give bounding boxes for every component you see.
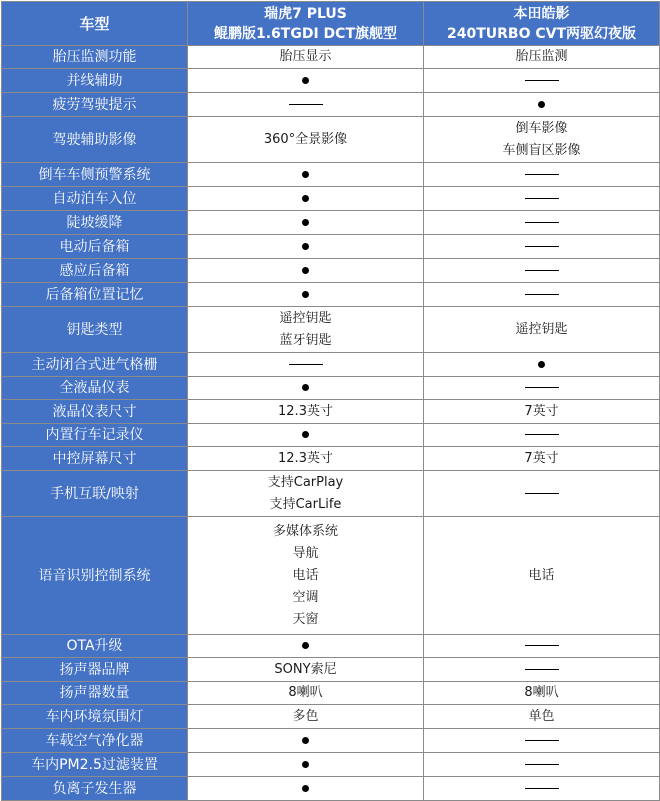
- car1-value-cell: [188, 400, 424, 424]
- car1-value-cell: [188, 46, 424, 69]
- car1-value-cell: [188, 635, 424, 658]
- cell-value: 车侧盲区影像: [502, 142, 581, 158]
- feature-no-dash-icon: [525, 493, 559, 494]
- cell-value: 7英寸: [524, 403, 559, 419]
- car2-value-cell: [424, 307, 660, 353]
- cell-value: 遥控钥匙: [279, 310, 332, 326]
- feature-yes-dot-icon: [302, 431, 309, 438]
- cell-value: 360°全景影像: [263, 131, 348, 147]
- cell-value: 电话: [292, 567, 319, 583]
- feature-no-dash-icon: [289, 364, 323, 365]
- row-label: 语音识别控制系统: [2, 517, 188, 635]
- cell-value: 12.3英寸: [278, 403, 333, 419]
- feature-no-dash-icon: [525, 80, 559, 81]
- feature-no-dash-icon: [525, 434, 559, 435]
- table-row: [2, 471, 660, 517]
- car1-value-cell: [188, 283, 424, 307]
- table-row: [2, 658, 660, 682]
- feature-no-dash-icon: [525, 174, 559, 175]
- cell-value: 8喇叭: [524, 685, 559, 700]
- feature-yes-dot-icon: [302, 761, 309, 768]
- car2-value-cell: [424, 93, 660, 117]
- row-label: 驾驶辅助影像: [2, 117, 188, 163]
- feature-yes-dot-icon: [302, 737, 309, 744]
- row-label: 钥匙类型: [2, 307, 188, 353]
- car1-value-cell: [188, 163, 424, 187]
- car1-value-cell: [188, 211, 424, 235]
- car1-value-cell: [188, 235, 424, 259]
- feature-yes-dot-icon: [538, 101, 545, 108]
- car1-value-cell: [188, 777, 424, 801]
- row-label: 胎压监测功能: [2, 46, 188, 69]
- table-row: [2, 447, 660, 471]
- car2-value-cell: [424, 187, 660, 211]
- model-header-label: 车型: [2, 2, 188, 46]
- table-row: [2, 117, 660, 163]
- row-label: 车内环境氛围灯: [2, 705, 188, 729]
- car2-value-cell: [424, 777, 660, 801]
- feature-no-dash-icon: [525, 788, 559, 789]
- table-row: [2, 235, 660, 259]
- table-body: [2, 2, 660, 801]
- cell-value: 单色: [528, 708, 555, 724]
- row-label: 感应后备箱: [2, 259, 188, 283]
- car2-value-cell: [424, 471, 660, 517]
- table-row: [2, 377, 660, 400]
- car2-value-cell: [424, 235, 660, 259]
- header-row: [2, 2, 660, 46]
- feature-no-dash-icon: [289, 104, 323, 105]
- cell-value: 支持CarPlay: [267, 474, 344, 490]
- feature-yes-dot-icon: [302, 219, 309, 226]
- feature-yes-dot-icon: [302, 384, 309, 391]
- car1-value-cell: [188, 93, 424, 117]
- car1-value-cell: [188, 353, 424, 377]
- car1-value-cell: [188, 705, 424, 729]
- row-label: 主动闭合式进气格栅: [2, 353, 188, 377]
- table-row: [2, 187, 660, 211]
- table-row: [2, 705, 660, 729]
- table-row: [2, 163, 660, 187]
- table-row: [2, 753, 660, 777]
- car1-value-cell: [188, 377, 424, 400]
- table-row: [2, 682, 660, 705]
- car2-value-cell: [424, 682, 660, 705]
- car2-value-cell: [424, 353, 660, 377]
- car2-value-cell: [424, 753, 660, 777]
- table-row: [2, 424, 660, 447]
- feature-no-dash-icon: [525, 270, 559, 271]
- feature-yes-dot-icon: [302, 171, 309, 178]
- car1-name: 瑞虎7 PLUS: [264, 5, 347, 22]
- table-row: [2, 93, 660, 117]
- row-label: 电动后备箱: [2, 235, 188, 259]
- cell-value: 天窗: [292, 611, 319, 627]
- car1-value-cell: [188, 517, 424, 635]
- feature-yes-dot-icon: [302, 77, 309, 84]
- car1-value-cell: [188, 187, 424, 211]
- feature-no-dash-icon: [525, 669, 559, 670]
- row-label: 疲劳驾驶提示: [2, 93, 188, 117]
- feature-yes-dot-icon: [302, 642, 309, 649]
- cell-value: 导航: [292, 545, 319, 561]
- cell-value: 多色: [292, 708, 319, 724]
- feature-no-dash-icon: [525, 198, 559, 199]
- car2-value-cell: [424, 46, 660, 69]
- table-row: [2, 400, 660, 424]
- row-label: 并线辅助: [2, 69, 188, 93]
- car1-trim: 鲲鹏版1.6TGDI DCT旗舰型: [214, 25, 397, 42]
- row-label: 负离子发生器: [2, 777, 188, 801]
- car1-value-cell: [188, 658, 424, 682]
- table-row: [2, 69, 660, 93]
- car2-value-cell: [424, 424, 660, 447]
- row-label: 扬声器数量: [2, 682, 188, 705]
- feature-no-dash-icon: [525, 246, 559, 247]
- cell-value: 倒车影像: [515, 120, 568, 136]
- table-row: [2, 635, 660, 658]
- table-row: [2, 46, 660, 69]
- feature-no-dash-icon: [525, 294, 559, 295]
- car2-name: 本田皓影: [513, 5, 570, 22]
- car2-value-cell: [424, 163, 660, 187]
- car2-value-cell: [424, 705, 660, 729]
- table-row: [2, 353, 660, 377]
- car1-value-cell: [188, 424, 424, 447]
- car2-value-cell: [424, 377, 660, 400]
- car2-value-cell: [424, 635, 660, 658]
- cell-value: 多媒体系统: [272, 523, 338, 539]
- car2-value-cell: [424, 211, 660, 235]
- car1-value-cell: [188, 447, 424, 471]
- table-row: [2, 283, 660, 307]
- row-label: 液晶仪表尺寸: [2, 400, 188, 424]
- car2-value-cell: [424, 447, 660, 471]
- feature-yes-dot-icon: [302, 291, 309, 298]
- feature-no-dash-icon: [525, 387, 559, 388]
- row-label: OTA升级: [2, 635, 188, 658]
- car1-value-cell: [188, 69, 424, 93]
- table-row: [2, 259, 660, 283]
- row-label: 中控屏幕尺寸: [2, 447, 188, 471]
- table-row: [2, 307, 660, 353]
- row-label: 自动泊车入位: [2, 187, 188, 211]
- table-row: [2, 777, 660, 801]
- feature-yes-dot-icon: [302, 267, 309, 274]
- car2-value-cell: [424, 729, 660, 753]
- car2-value-cell: [424, 400, 660, 424]
- row-label: 车载空气净化器: [2, 729, 188, 753]
- feature-yes-dot-icon: [302, 785, 309, 792]
- feature-no-dash-icon: [525, 645, 559, 646]
- row-label: 车内PM2.5过滤装置: [2, 753, 188, 777]
- row-label: 全液晶仪表: [2, 377, 188, 400]
- car2-header: [424, 2, 660, 46]
- cell-value: 遥控钥匙: [515, 321, 568, 337]
- row-label: 手机互联/映射: [2, 471, 188, 517]
- car1-header: [188, 2, 424, 46]
- cell-value: 12.3英寸: [278, 450, 333, 466]
- cell-value: 胎压监测: [515, 49, 568, 64]
- comparison-table: [1, 1, 660, 801]
- feature-yes-dot-icon: [302, 195, 309, 202]
- car1-value-cell: [188, 471, 424, 517]
- row-label: 扬声器品牌: [2, 658, 188, 682]
- car1-value-cell: [188, 729, 424, 753]
- car1-value-cell: [188, 117, 424, 163]
- cell-value: 胎压显示: [279, 49, 332, 64]
- car1-value-cell: [188, 753, 424, 777]
- cell-value: 蓝牙钥匙: [279, 332, 332, 348]
- car2-value-cell: [424, 259, 660, 283]
- car2-value-cell: [424, 283, 660, 307]
- feature-no-dash-icon: [525, 740, 559, 741]
- cell-value: 电话: [528, 567, 555, 583]
- cell-value: SONY索尼: [274, 661, 337, 677]
- cell-value: 7英寸: [524, 450, 559, 466]
- row-label: 后备箱位置记忆: [2, 283, 188, 307]
- car2-value-cell: [424, 117, 660, 163]
- row-label: 内置行车记录仪: [2, 424, 188, 447]
- cell-value: 8喇叭: [288, 685, 323, 700]
- table-row: [2, 211, 660, 235]
- car1-value-cell: [188, 682, 424, 705]
- feature-no-dash-icon: [525, 222, 559, 223]
- car1-value-cell: [188, 307, 424, 353]
- table-row: [2, 729, 660, 753]
- car2-value-cell: [424, 658, 660, 682]
- car2-trim: 240TURBO CVT两驱幻夜版: [446, 25, 637, 42]
- feature-yes-dot-icon: [538, 361, 545, 368]
- row-label: 倒车车侧预警系统: [2, 163, 188, 187]
- car2-value-cell: [424, 69, 660, 93]
- feature-yes-dot-icon: [302, 243, 309, 250]
- cell-value: 空调: [292, 589, 319, 605]
- table-row: [2, 517, 660, 635]
- row-label: 陡坡缓降: [2, 211, 188, 235]
- cell-value: 支持CarLife: [269, 496, 342, 512]
- car2-value-cell: [424, 517, 660, 635]
- car1-value-cell: [188, 259, 424, 283]
- feature-no-dash-icon: [525, 764, 559, 765]
